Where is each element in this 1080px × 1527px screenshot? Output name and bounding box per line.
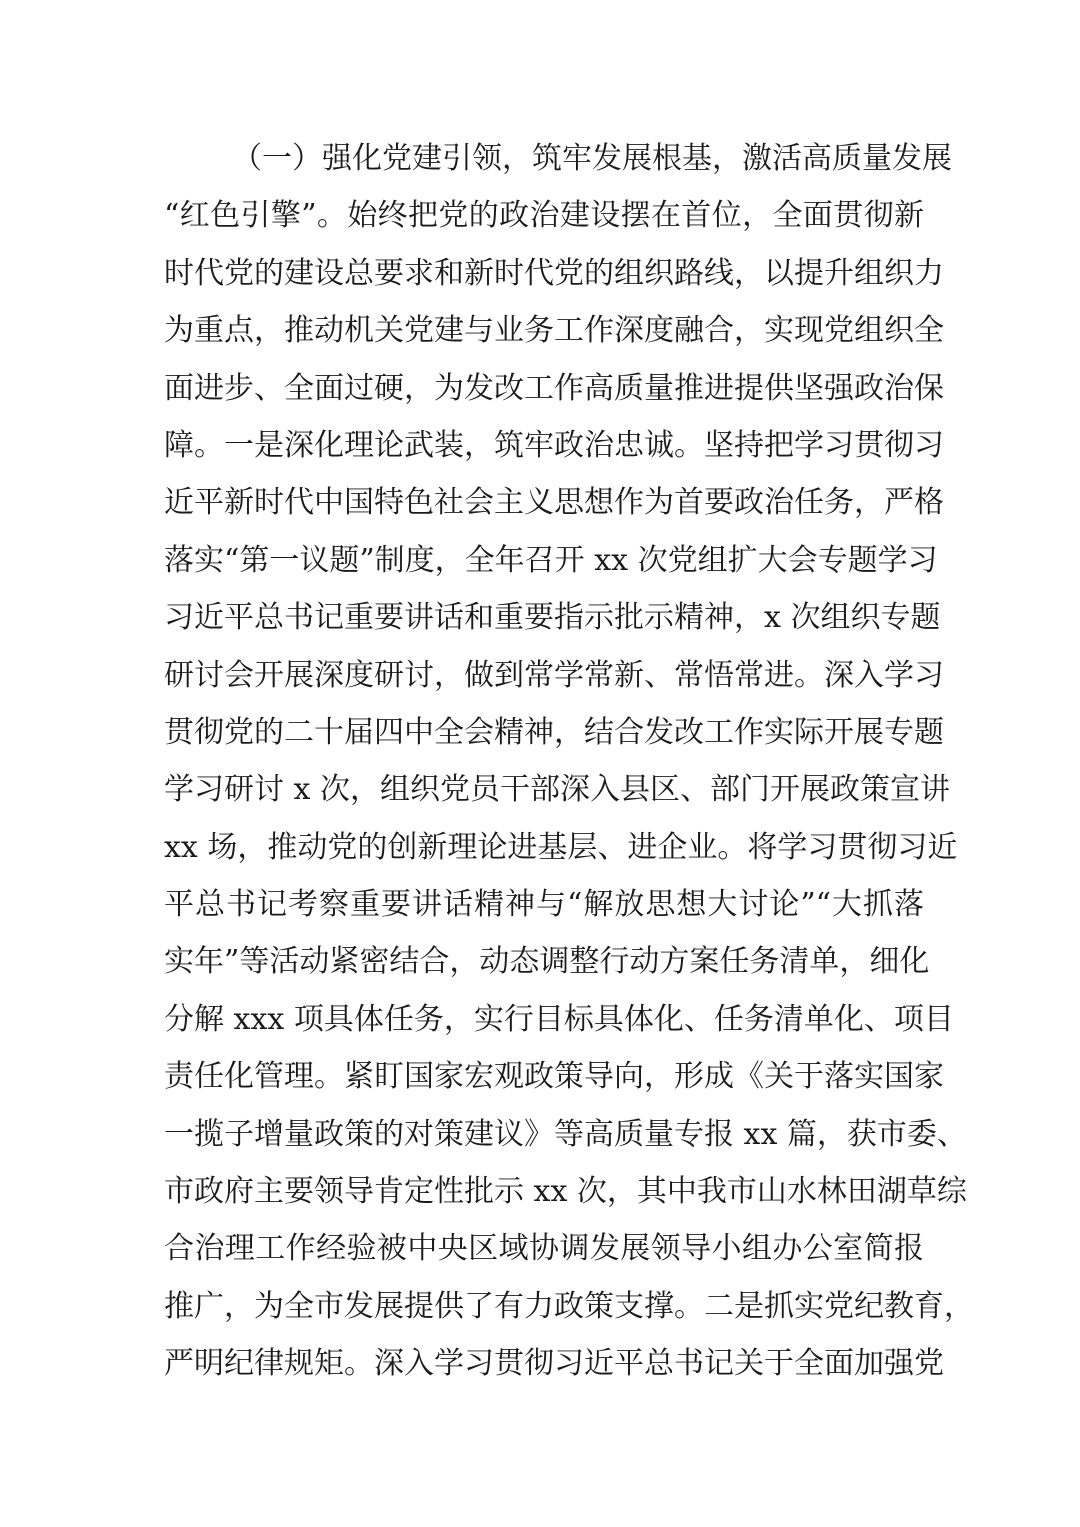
text-line: 贯彻党的二十届四中全会精神，结合发改工作实际开展专题	[164, 714, 944, 750]
text-line: 严明纪律规矩。深入学习贯彻习近平总书记关于全面加强党	[164, 1346, 944, 1382]
text-line: 合治理工作经验被中央区域协调发展领导小组办公室简报	[164, 1231, 924, 1267]
text-line: 障。一是深化理论武装，筑牢政治忠诚。坚持把学习贯彻习	[164, 427, 944, 463]
text-line: 研讨会开展深度研讨，做到常学常新、常悟常进。深入学习	[164, 657, 944, 693]
text-line: xx 场，推动党的创新理论进基层、进企业。将学习贯彻习近	[164, 829, 958, 865]
text-line: 为重点，推动机关党建与业务工作深度融合，实现党组织全	[164, 313, 944, 349]
text-line: 责任化管理。紧盯国家宏观政策导向，形成《关于落实国家	[164, 1059, 944, 1095]
text-line: 实年”等活动紧密结合，动态调整行动方案任务清单，细化	[164, 944, 930, 980]
document-body	[164, 130, 974, 1393]
text-line: 平总书记考察重要讲话精神与“解放思想大讨论”“大抓落	[164, 887, 924, 923]
text-line: 落实“第一议题”制度，全年召开 xx 次党组扩大会专题学习	[164, 542, 938, 578]
text-line: 习近平总书记重要讲话和重要指示批示精神，x 次组织专题	[164, 600, 941, 636]
text-line: 面进步、全面过硬，为发改工作高质量推进提供坚强政治保	[164, 370, 944, 406]
text-line: （一）强化党建引领，筑牢发展根基，激活高质量发展	[232, 141, 952, 176]
text-line: 分解 xxx 项具体任务，实行目标具体化、任务清单化、项目	[164, 1001, 954, 1037]
text-line: 近平新时代中国特色社会主义思想作为首要政治任务，严格	[164, 485, 944, 521]
text-line: 市政府主要领导肯定性批示 xx 次，其中我市山水林田湖草综	[164, 1174, 967, 1210]
text-line: “红色引擎”。始终把党的政治建设摆在首位，全面贯彻新	[164, 198, 924, 234]
text-line: 一揽子增量政策的对策建议》等高质量专报 xx 篇，获市委、	[164, 1116, 967, 1152]
text-line: 推广，为全市发展提供了有力政策支撑。二是抓实党纪教育，	[164, 1288, 974, 1324]
text-line: 时代党的建设总要求和新时代党的组织路线，以提升组织力	[164, 255, 944, 291]
text-line: 学习研讨 x 次，组织党员干部深入县区、部门开展政策宣讲	[164, 772, 950, 808]
